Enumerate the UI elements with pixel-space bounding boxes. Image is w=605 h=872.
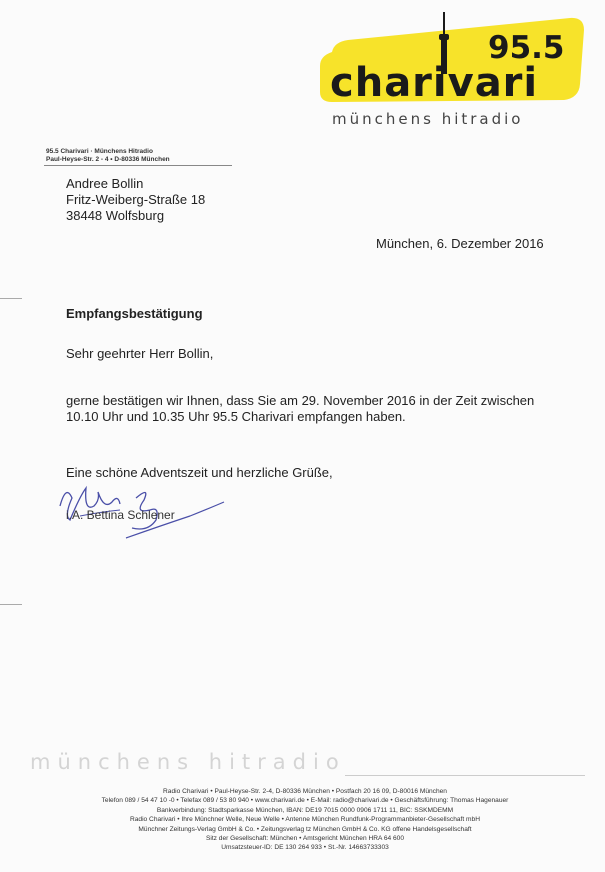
footer-company-info bbox=[30, 787, 580, 853]
recipient-city: 38448 Wolfsburg bbox=[66, 208, 165, 223]
sender-return-address bbox=[46, 148, 170, 164]
recipient-address bbox=[66, 176, 205, 224]
footer-line: Bankverbindung: Stadtsparkasse München, IBAN: DE19 7015 0000 0906 1711 11, BIC: SSKMDEMM bbox=[156, 806, 454, 814]
fold-mark bbox=[0, 604, 22, 605]
letter-date: München, 6. Dezember 2016 bbox=[376, 236, 544, 251]
footer-line: Sitz der Gesellschaft: München • Amtsgericht München HRA 64 600 bbox=[205, 835, 405, 843]
signer-name: i.A. Bettina Schlener bbox=[66, 508, 175, 522]
charivari-logo bbox=[318, 12, 586, 130]
footer-line: Radio Charivari • Paul-Heyse-Str. 2-4, D-80336 München • Postfach 20 16 09, D-80016 München bbox=[163, 788, 447, 795]
recipient-name: Andree Bollin bbox=[66, 176, 144, 191]
footer-line: Telefon 089 / 54 47 10 -0 • Telefax 089 / 53 80 940 • www.charivari.de • E-Mail: radio@charivari.de • Geschäftsführung: Thomas Hagenauer bbox=[101, 797, 509, 805]
footer-line: Radio Charivari • Ihre Münchner Welle, Neue Welle • Antenne München Rundfunk-Programmanbieter-Gesellschaft mbH bbox=[130, 816, 480, 824]
fold-mark bbox=[0, 298, 22, 299]
letter-closing: Eine schöne Adventszeit und herzliche Grüße, bbox=[66, 465, 333, 480]
body-line-2: 10.10 Uhr und 10.35 Uhr 95.5 Charivari empfangen haben. bbox=[66, 409, 406, 424]
recipient-street: Fritz-Weiberg-Straße 18 bbox=[66, 192, 206, 207]
sender-line-1: 95.5 Charivari · Münchens Hitradio bbox=[46, 148, 153, 155]
sender-divider bbox=[44, 165, 232, 166]
footer-tagline: münchens hitradio bbox=[30, 750, 346, 774]
body-line-1: gerne bestätigen wir Ihnen, dass Sie am 29. November 2016 in der Zeit zwischen bbox=[66, 393, 535, 408]
sender-line-2: Paul-Heyse-Str. 2 - 4 • D-80336 München bbox=[46, 156, 170, 163]
logo-wordmark: charivari bbox=[330, 60, 539, 106]
letter-subject: Empfangsbestätigung bbox=[66, 306, 203, 321]
footer-divider bbox=[345, 775, 585, 776]
letter-salutation: Sehr geehrter Herr Bollin, bbox=[66, 346, 214, 361]
letter-body bbox=[66, 393, 536, 425]
footer-line: Münchner Zeitungs-Verlag GmbH & Co. • Zeitungsverlag tz München GmbH & Co. KG offene Handelsgesellschaft bbox=[138, 825, 472, 833]
footer-line: Umsatzsteuer-ID: DE 130 264 933 • St.-Nr. 14663733303 bbox=[221, 844, 389, 852]
logo-tagline: münchens hitradio bbox=[332, 110, 524, 128]
logo-frequency: 95.5 bbox=[488, 30, 565, 66]
